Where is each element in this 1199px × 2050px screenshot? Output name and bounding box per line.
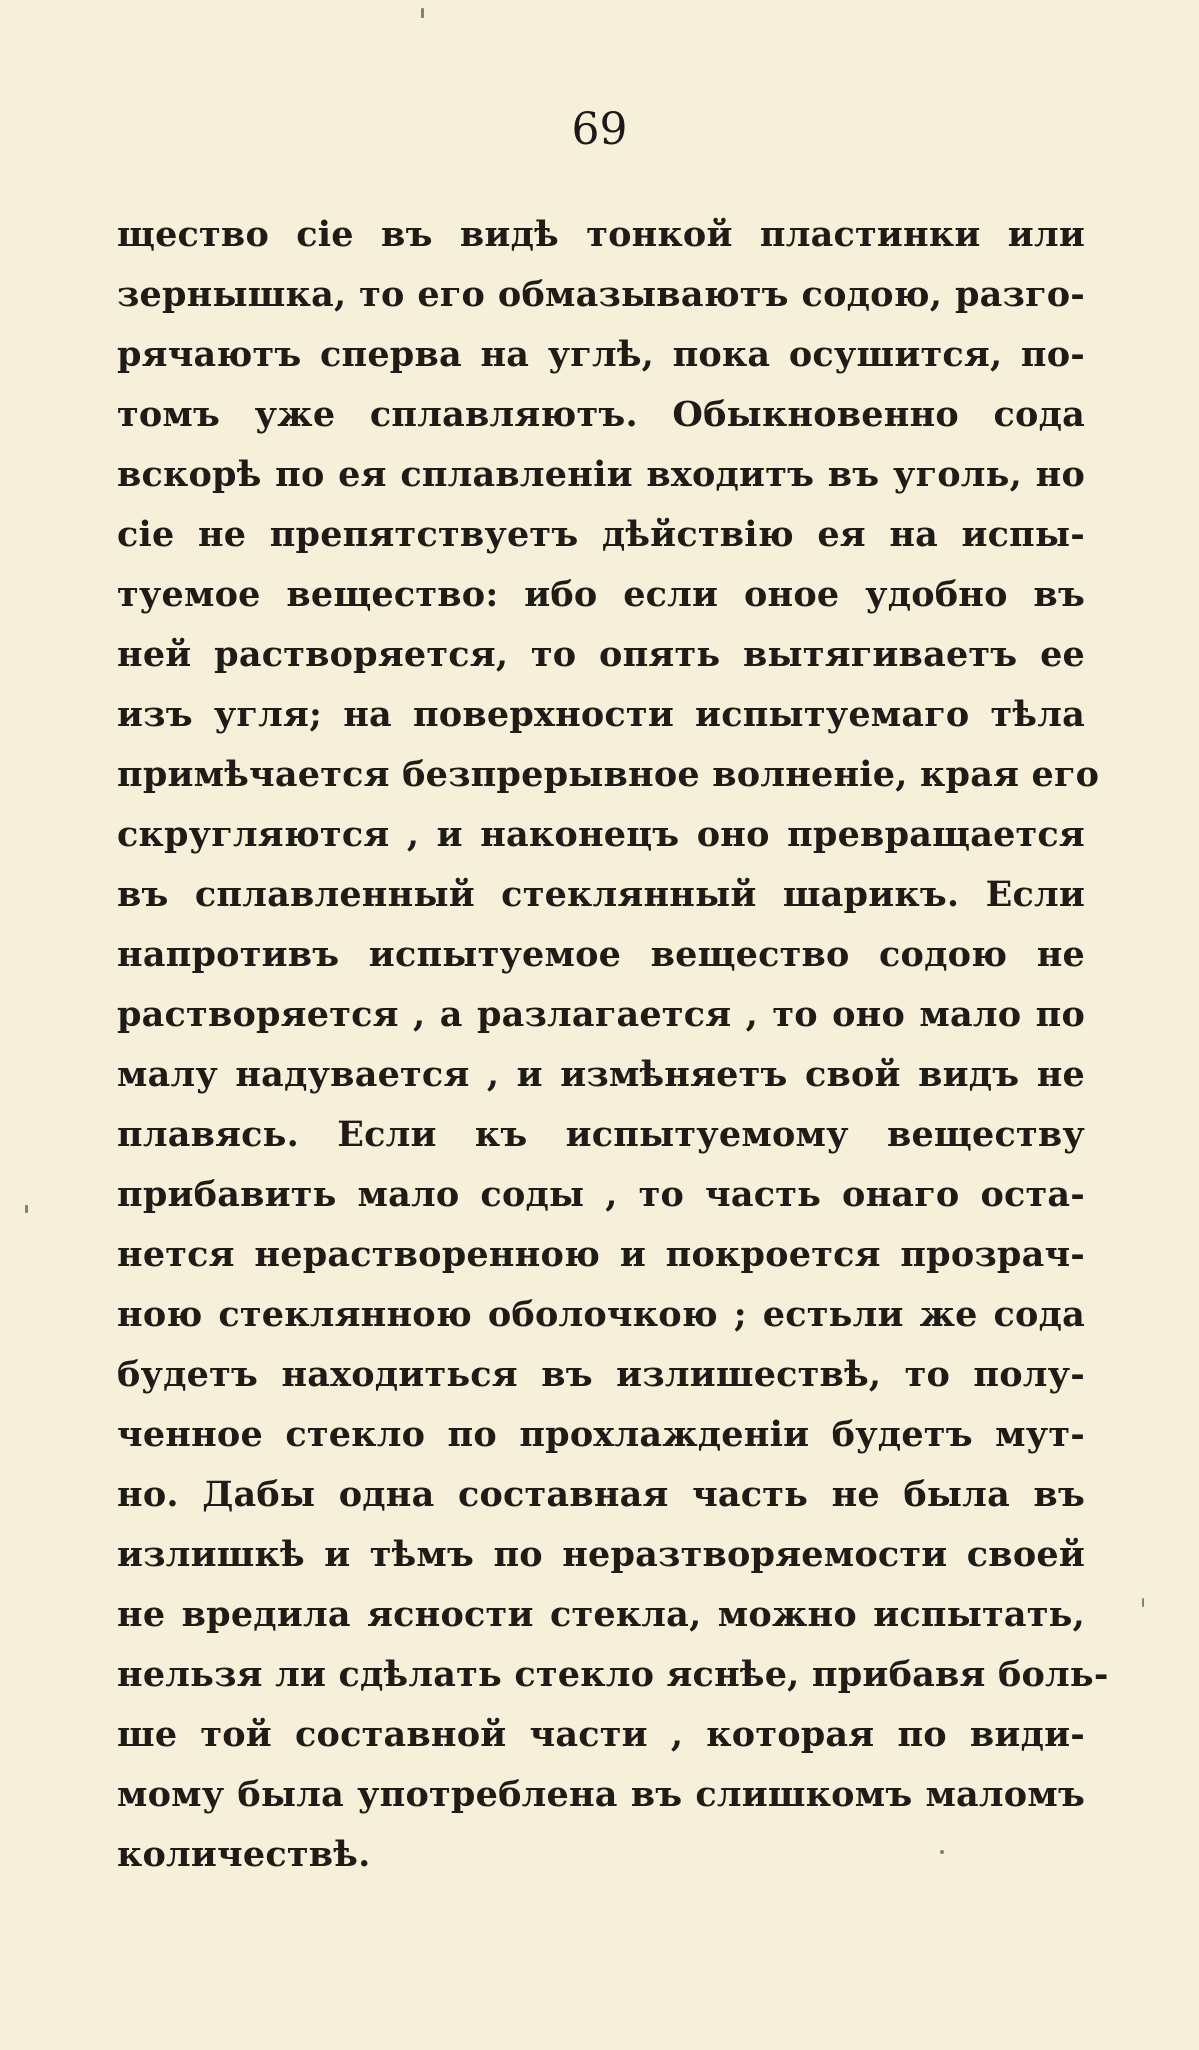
text-line: малу надувается , и измѣняетъ свой видъ не [117,1054,1085,1095]
text-body [117,205,1109,1885]
text-line: мому была употреблена въ слишкомъ маломъ [117,1774,1085,1815]
text-line: щество сіе въ видѣ тонкой пластинки или [117,214,1085,255]
text-line: рячаютъ сперва на углѣ, пока осушится, по- [117,334,1085,375]
text-line: излишкѣ и тѣмъ по неразтворяемости своей [117,1534,1085,1575]
text-line: ною стеклянною оболочкою ; естьли же сода [117,1294,1085,1335]
text-line: ше той составной части , которая по види- [117,1714,1085,1755]
paper-speck [1142,1598,1144,1607]
text-line: плавясь. Если къ испытуемому веществу [117,1114,1085,1155]
text-line: вскорѣ по ея сплавленіи входитъ въ уголь, но [117,454,1085,495]
text-line: сіе не препятствуетъ дѣйствію ея на испы- [117,514,1085,555]
paper-speck [421,8,424,18]
page-number: 69 [571,104,628,155]
text-line: количествѣ. [117,1834,371,1875]
text-line: не вредила ясности стекла, можно испытать, [117,1594,1085,1635]
text-line: прибавить мало соды , то часть онаго оста- [117,1174,1085,1215]
text-line: зернышка, то его обмазываютъ содою, разго- [117,274,1085,315]
text-line: ченное стекло по прохлажденіи будетъ мут- [117,1414,1085,1455]
text-line: туемое вещество: ибо если оное удобно въ [117,574,1085,615]
text-line: напротивъ испытуемое вещество содою не [117,934,1085,975]
text-line: ней растворяется, то опять вытягиваетъ ее [117,634,1085,675]
text-line: изъ угля; на поверхности испытуемаго тѣла [117,694,1085,735]
text-line: скругляются , и наконецъ оно превращается [117,814,1085,855]
text-line: нется нерастворенною и покроется прозрач- [117,1234,1085,1275]
text-line: примѣчается безпрерывное волненіе, края его [117,754,1100,795]
text-line: будетъ находиться въ излишествѣ, то полу- [117,1354,1085,1395]
paper-speck [940,1850,944,1854]
text-line: растворяется , а разлагается , то оно мало по [117,994,1085,1035]
text-line: но. Дабы одна составная часть не была въ [117,1474,1085,1515]
text-line: въ сплавленный стеклянный шарикъ. Если [117,874,1085,915]
text-line: нельзя ли сдѣлать стекло яснѣе, прибавя боль- [117,1654,1109,1695]
paper-speck [25,1205,28,1213]
text-line: томъ уже сплавляютъ. Обыкновенно сода [117,394,1085,435]
